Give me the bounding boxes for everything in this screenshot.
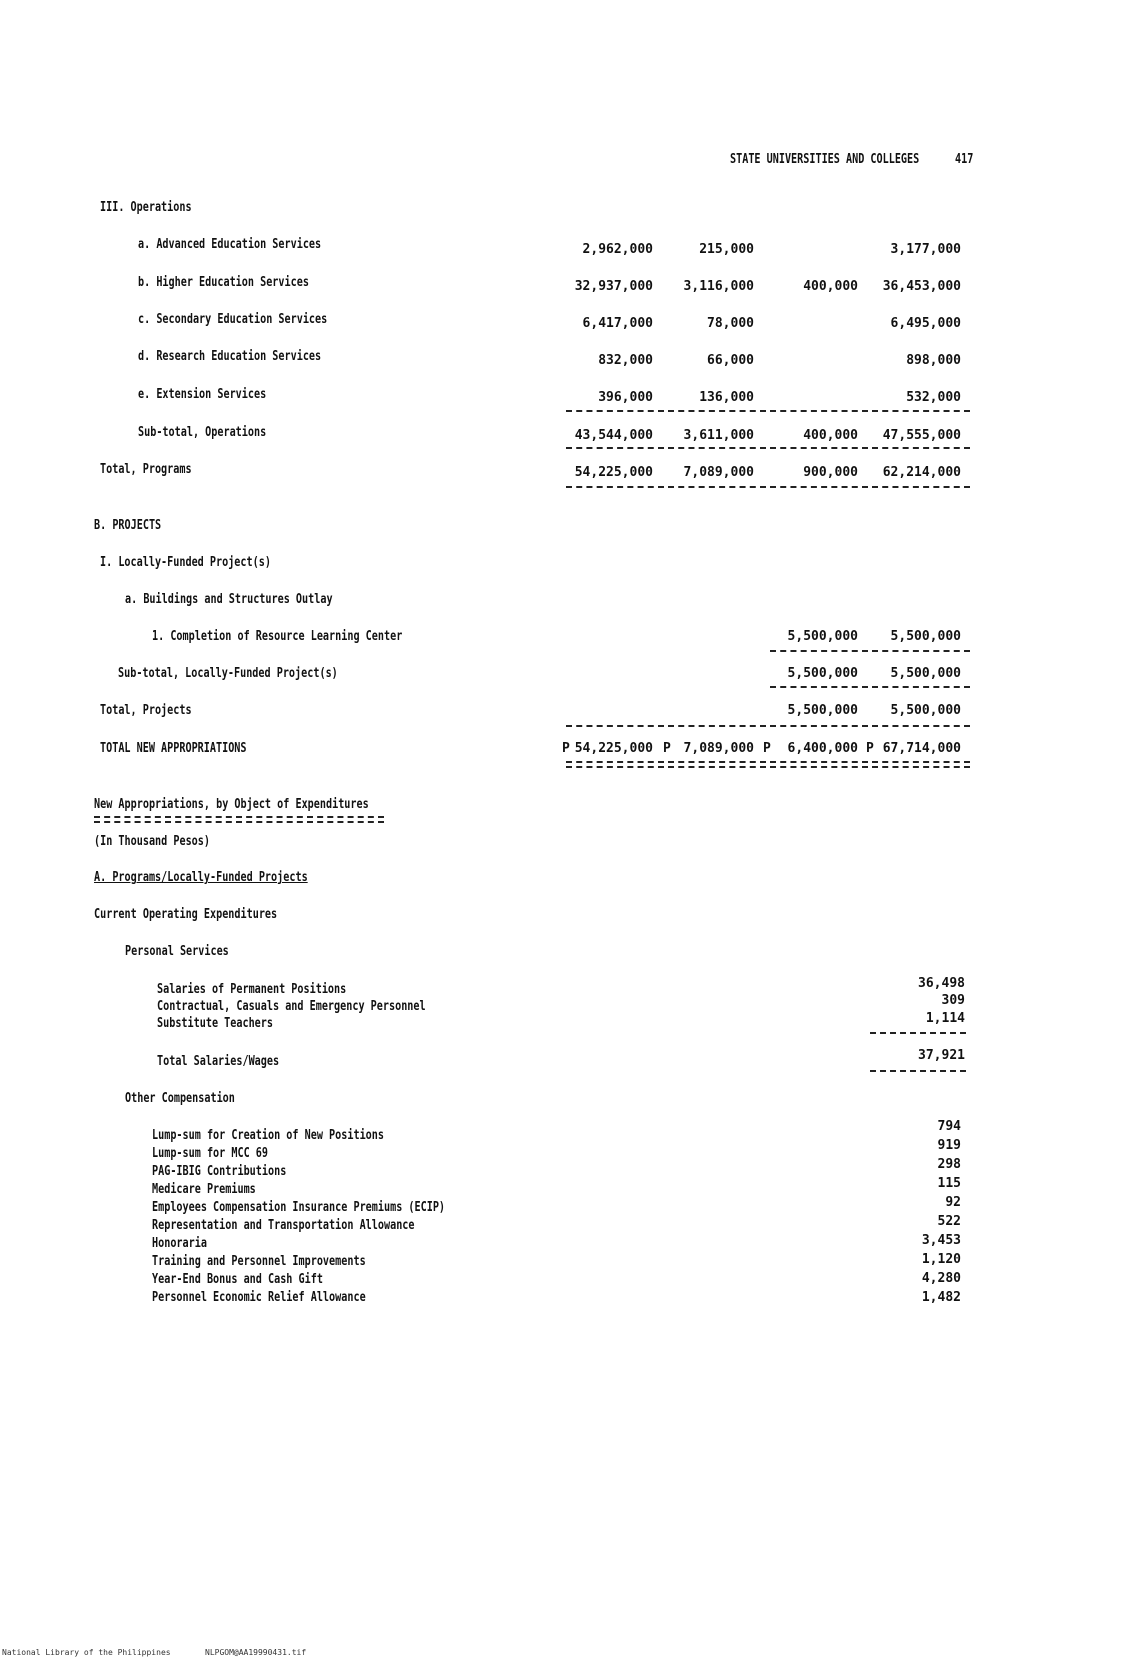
divider xyxy=(566,486,664,488)
running-header-title: STATE UNIVERSITIES AND COLLEGES xyxy=(730,152,920,167)
salary-value: 36,498 xyxy=(918,976,965,991)
other-item-value: 92 xyxy=(945,1195,961,1210)
peso-sign: P xyxy=(562,741,570,756)
total-projects-label: Total, Projects xyxy=(100,703,192,718)
other-item-value: 522 xyxy=(937,1214,961,1229)
cell: 43,544,000 xyxy=(574,428,653,443)
row-label: b. Higher Education Services xyxy=(138,275,309,290)
divider xyxy=(872,686,970,688)
buildings-heading: a. Buildings and Structures Outlay xyxy=(125,592,333,607)
cell: 400,000 xyxy=(803,279,858,294)
page-number: 417 xyxy=(955,152,974,167)
divider xyxy=(872,486,970,488)
cell: 66,000 xyxy=(707,353,754,368)
row-label: c. Secondary Education Services xyxy=(138,312,328,327)
cell: 7,089,000 xyxy=(683,741,754,756)
divider xyxy=(770,486,868,488)
double-divider xyxy=(566,761,664,768)
divider xyxy=(872,650,970,652)
cell: 2,962,000 xyxy=(582,242,653,257)
divider xyxy=(770,650,868,652)
cell: 3,177,000 xyxy=(890,242,961,257)
divider xyxy=(566,447,664,449)
other-item-label: Honoraria xyxy=(152,1236,207,1251)
locally-funded-heading: I. Locally-Funded Project(s) xyxy=(100,555,271,570)
cell: 6,495,000 xyxy=(890,316,961,331)
grand-total-label: TOTAL NEW APPROPRIATIONS xyxy=(100,741,247,756)
salary-label: Contractual, Casuals and Emergency Personnel xyxy=(157,999,426,1014)
divider xyxy=(770,725,868,727)
other-item-value: 1,482 xyxy=(921,1290,961,1305)
other-item-label: PAG-IBIG Contributions xyxy=(152,1164,287,1179)
other-item-value: 298 xyxy=(937,1157,961,1172)
cell: 532,000 xyxy=(906,390,961,405)
total-programs-label: Total, Programs xyxy=(100,462,192,477)
cell: 67,714,000 xyxy=(882,741,961,756)
cell: 5,500,000 xyxy=(890,666,961,681)
other-item-label: Representation and Transportation Allowance xyxy=(152,1218,415,1233)
cell: 32,937,000 xyxy=(574,279,653,294)
cell: 6,400,000 xyxy=(787,741,858,756)
divider xyxy=(770,447,868,449)
divider xyxy=(668,486,766,488)
other-item-value: 919 xyxy=(937,1138,961,1153)
peso-sign: P xyxy=(866,741,874,756)
heading-double-rule xyxy=(94,816,384,823)
peso-sign: P xyxy=(663,741,671,756)
subtotal-label: Sub-total, Operations xyxy=(138,425,267,440)
current-operating-heading: Current Operating Expenditures xyxy=(94,907,278,922)
salary-value: 1,114 xyxy=(925,1011,965,1026)
cell: 54,225,000 xyxy=(574,741,653,756)
cell: 5,500,000 xyxy=(787,703,858,718)
other-compensation-heading: Other Compensation xyxy=(125,1091,235,1106)
cell: 900,000 xyxy=(803,465,858,480)
other-item-value: 1,120 xyxy=(921,1252,961,1267)
cell: 54,225,000 xyxy=(574,465,653,480)
divider xyxy=(668,725,766,727)
divider xyxy=(566,725,664,727)
divider xyxy=(668,410,766,412)
footer-library: National Library of the Philippines xyxy=(2,1648,171,1657)
divider xyxy=(870,1032,966,1034)
other-item-label: Personnel Economic Relief Allowance xyxy=(152,1290,366,1305)
cell: 215,000 xyxy=(699,242,754,257)
project-item-label: 1. Completion of Resource Learning Center xyxy=(152,629,403,644)
cell: 6,417,000 xyxy=(582,316,653,331)
row-label: e. Extension Services xyxy=(138,387,267,402)
other-item-label: Medicare Premiums xyxy=(152,1182,256,1197)
row-label: d. Research Education Services xyxy=(138,349,322,364)
salary-value: 309 xyxy=(941,993,965,1008)
personal-services-heading: Personal Services xyxy=(125,944,229,959)
unit-note: (In Thousand Pesos) xyxy=(94,834,211,849)
other-item-label: Year-End Bonus and Cash Gift xyxy=(152,1272,323,1287)
peso-sign: P xyxy=(763,741,771,756)
double-divider xyxy=(770,761,868,768)
object-expenditures-heading: New Appropriations, by Object of Expenditures xyxy=(94,797,369,812)
cell: 47,555,000 xyxy=(882,428,961,443)
divider xyxy=(770,410,868,412)
divider xyxy=(872,410,970,412)
other-item-label: Lump-sum for MCC 69 xyxy=(152,1146,269,1161)
projects-heading: B. PROJECTS xyxy=(94,518,162,533)
other-item-value: 3,453 xyxy=(921,1233,961,1248)
divider xyxy=(872,447,970,449)
footer-filename: NLPGOM@AA19990431.tif xyxy=(205,1648,307,1657)
double-divider xyxy=(872,761,970,768)
cell: 898,000 xyxy=(906,353,961,368)
project-subtotal-label: Sub-total, Locally-Funded Project(s) xyxy=(118,666,338,681)
other-item-label: Lump-sum for Creation of New Positions xyxy=(152,1128,384,1143)
divider xyxy=(872,725,970,727)
cell: 3,116,000 xyxy=(683,279,754,294)
other-item-label: Training and Personnel Improvements xyxy=(152,1254,366,1269)
cell: 400,000 xyxy=(803,428,858,443)
divider xyxy=(566,410,664,412)
operations-heading: III. Operations xyxy=(100,200,192,215)
cell: 7,089,000 xyxy=(683,465,754,480)
cell: 136,000 xyxy=(699,390,754,405)
salary-label: Substitute Teachers xyxy=(157,1016,274,1031)
section-heading: A. Programs/Locally-Funded Projects xyxy=(94,870,308,885)
total-salaries-label: Total Salaries/Wages xyxy=(157,1054,280,1069)
divider xyxy=(870,1070,966,1072)
other-item-label: Employees Compensation Insurance Premiums (ECIP) xyxy=(152,1200,446,1215)
total-salaries-value: 37,921 xyxy=(918,1048,965,1063)
other-item-value: 794 xyxy=(937,1119,961,1134)
row-label: a. Advanced Education Services xyxy=(138,237,322,252)
cell: 36,453,000 xyxy=(882,279,961,294)
cell: 5,500,000 xyxy=(890,629,961,644)
cell: 396,000 xyxy=(598,390,653,405)
cell: 78,000 xyxy=(707,316,754,331)
divider xyxy=(668,447,766,449)
cell: 5,500,000 xyxy=(890,703,961,718)
cell: 5,500,000 xyxy=(787,629,858,644)
cell: 3,611,000 xyxy=(683,428,754,443)
cell: 832,000 xyxy=(598,353,653,368)
salary-label: Salaries of Permanent Positions xyxy=(157,982,347,997)
divider xyxy=(770,686,868,688)
cell: 62,214,000 xyxy=(882,465,961,480)
other-item-value: 4,280 xyxy=(921,1271,961,1286)
cell: 5,500,000 xyxy=(787,666,858,681)
other-item-value: 115 xyxy=(937,1176,961,1191)
double-divider xyxy=(668,761,766,768)
